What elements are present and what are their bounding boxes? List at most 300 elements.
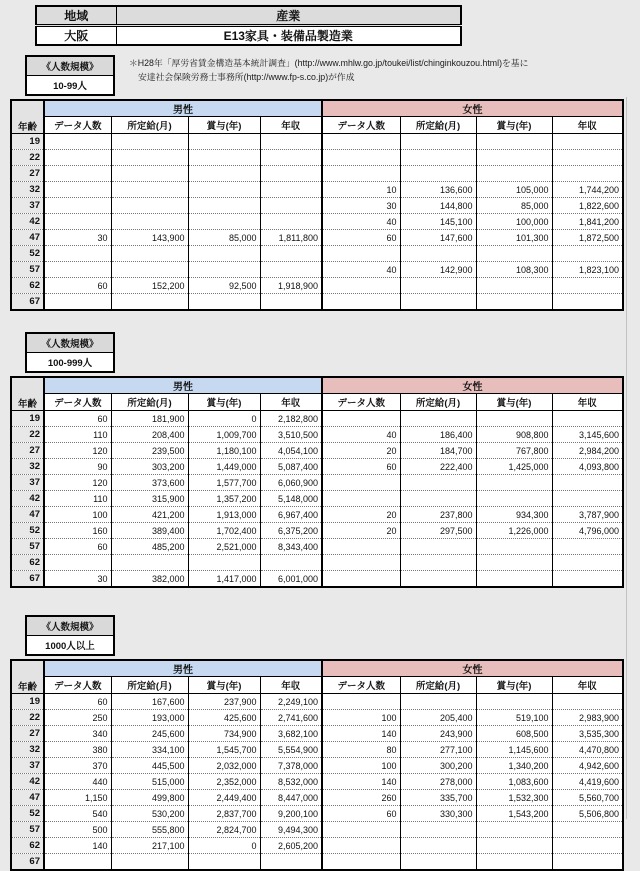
region-value: 大阪 — [36, 26, 116, 46]
value-cell: 85,000 — [476, 198, 552, 214]
value-cell: 160 — [44, 523, 111, 539]
female-count-header: データ人数 — [322, 117, 400, 134]
value-cell: 6,967,400 — [260, 507, 322, 523]
value-cell — [400, 294, 476, 311]
value-cell — [322, 411, 400, 427]
value-cell: 2,837,700 — [188, 806, 260, 822]
value-cell: 330,300 — [400, 806, 476, 822]
age-52-row — [11, 806, 623, 822]
age-cell: 19 — [11, 694, 44, 710]
female-bonus-header: 賞与(年) — [476, 677, 552, 694]
value-cell — [476, 854, 552, 871]
male-salary-header: 所定給(月) — [111, 677, 188, 694]
value-cell — [476, 475, 552, 491]
value-cell: 143,900 — [111, 230, 188, 246]
value-cell — [400, 491, 476, 507]
value-cell: 1,913,000 — [188, 507, 260, 523]
sheet-edge-line — [626, 97, 627, 819]
female-salary-header: 所定給(月) — [400, 677, 476, 694]
male-salary-header: 所定給(月) — [111, 117, 188, 134]
value-cell: 3,682,100 — [260, 726, 322, 742]
value-cell — [322, 475, 400, 491]
value-cell: 4,942,600 — [552, 758, 623, 774]
value-cell: 540 — [44, 806, 111, 822]
value-cell — [188, 262, 260, 278]
value-cell: 145,100 — [400, 214, 476, 230]
value-cell: 8,532,000 — [260, 774, 322, 790]
value-cell: 382,000 — [111, 571, 188, 588]
value-cell — [260, 262, 322, 278]
value-cell — [400, 571, 476, 588]
male-annual-header: 年収 — [260, 394, 322, 411]
value-cell — [44, 262, 111, 278]
value-cell: 152,200 — [111, 278, 188, 294]
value-cell — [260, 854, 322, 871]
value-cell — [322, 854, 400, 871]
value-cell — [188, 166, 260, 182]
value-cell — [322, 694, 400, 710]
female-band: 女性 — [322, 100, 623, 117]
age-cell: 32 — [11, 182, 44, 198]
value-cell: 140 — [322, 774, 400, 790]
value-cell: 60 — [44, 694, 111, 710]
female-band: 女性 — [322, 377, 623, 394]
value-cell — [552, 150, 623, 166]
value-cell: 3,145,600 — [552, 427, 623, 443]
value-cell: 100,000 — [476, 214, 552, 230]
value-cell: 5,554,900 — [260, 742, 322, 758]
value-cell: 2,352,000 — [188, 774, 260, 790]
value-cell — [552, 166, 623, 182]
value-cell — [322, 246, 400, 262]
gender-band-row — [11, 660, 623, 677]
value-cell: 3,510,500 — [260, 427, 322, 443]
wage-table-1000plus — [10, 659, 624, 871]
value-cell: 425,600 — [188, 710, 260, 726]
gender-band-row — [11, 377, 623, 394]
region-industry-header-row — [36, 6, 461, 26]
value-cell: 2,605,200 — [260, 838, 322, 854]
value-cell: 40 — [322, 427, 400, 443]
age-cell: 22 — [11, 427, 44, 443]
value-cell: 5,148,000 — [260, 491, 322, 507]
male-count-header: データ人数 — [44, 117, 111, 134]
value-cell — [400, 166, 476, 182]
age-37-row — [11, 198, 623, 214]
value-cell: 239,500 — [111, 443, 188, 459]
age-32-row — [11, 459, 623, 475]
size-box-10-99 — [25, 55, 115, 96]
age-67-row — [11, 854, 623, 871]
value-cell: 245,600 — [111, 726, 188, 742]
value-cell: 7,378,000 — [260, 758, 322, 774]
male-band: 男性 — [44, 100, 322, 117]
value-cell: 237,800 — [400, 507, 476, 523]
age-47-row — [11, 790, 623, 806]
female-annual-header: 年収 — [552, 394, 623, 411]
age-cell: 42 — [11, 774, 44, 790]
wage-sheet — [0, 5, 640, 867]
age-cell: 47 — [11, 507, 44, 523]
value-cell: 260 — [322, 790, 400, 806]
value-cell — [260, 214, 322, 230]
value-cell: 140 — [322, 726, 400, 742]
size-block-10-99 — [25, 55, 640, 96]
value-cell — [476, 539, 552, 555]
value-cell: 1,009,700 — [188, 427, 260, 443]
value-cell: 340 — [44, 726, 111, 742]
value-cell — [552, 854, 623, 871]
value-cell — [44, 294, 111, 311]
value-cell: 1,811,800 — [260, 230, 322, 246]
male-bonus-header: 賞与(年) — [188, 677, 260, 694]
value-cell — [400, 838, 476, 854]
value-cell: 297,500 — [400, 523, 476, 539]
age-cell: 32 — [11, 742, 44, 758]
column-header-row — [11, 677, 623, 694]
age-cell: 19 — [11, 411, 44, 427]
age-column-header: 年齢 — [11, 100, 44, 134]
age-57-row — [11, 539, 623, 555]
value-cell: 6,375,200 — [260, 523, 322, 539]
value-cell: 3,787,900 — [552, 507, 623, 523]
gender-band-row — [11, 100, 623, 117]
value-cell: 30 — [44, 230, 111, 246]
value-cell: 734,900 — [188, 726, 260, 742]
region-industry-value-row — [36, 26, 461, 46]
value-cell: 1,841,200 — [552, 214, 623, 230]
value-cell — [188, 150, 260, 166]
value-cell — [552, 571, 623, 588]
value-cell: 2,449,400 — [188, 790, 260, 806]
age-19-row — [11, 694, 623, 710]
age-cell: 42 — [11, 214, 44, 230]
value-cell: 92,500 — [188, 278, 260, 294]
value-cell: 1,545,700 — [188, 742, 260, 758]
age-62-row — [11, 278, 623, 294]
age-cell: 27 — [11, 443, 44, 459]
value-cell — [400, 134, 476, 150]
value-cell — [476, 822, 552, 838]
age-27-row — [11, 443, 623, 459]
value-cell — [111, 166, 188, 182]
value-cell — [111, 555, 188, 571]
industry-value: E13家具・装備品製造業 — [116, 26, 461, 46]
value-cell — [44, 166, 111, 182]
value-cell: 100 — [322, 758, 400, 774]
value-cell: 30 — [322, 198, 400, 214]
value-cell: 181,900 — [111, 411, 188, 427]
age-19-row — [11, 134, 623, 150]
value-cell — [476, 150, 552, 166]
value-cell — [552, 694, 623, 710]
value-cell: 142,900 — [400, 262, 476, 278]
value-cell — [260, 150, 322, 166]
male-bonus-header: 賞与(年) — [188, 394, 260, 411]
female-band: 女性 — [322, 660, 623, 677]
value-cell: 40 — [322, 214, 400, 230]
value-cell — [111, 262, 188, 278]
age-19-row — [11, 411, 623, 427]
size-value-1000plus: 1000人以上 — [27, 636, 113, 654]
value-cell: 1,449,000 — [188, 459, 260, 475]
value-cell — [400, 555, 476, 571]
value-cell: 485,200 — [111, 539, 188, 555]
age-32-row — [11, 742, 623, 758]
age-62-row — [11, 838, 623, 854]
value-cell: 2,741,600 — [260, 710, 322, 726]
value-cell — [111, 198, 188, 214]
value-cell: 60 — [322, 459, 400, 475]
value-cell: 421,200 — [111, 507, 188, 523]
size-heading: 《人数規模》 — [27, 57, 113, 76]
value-cell: 60 — [44, 539, 111, 555]
value-cell: 608,500 — [476, 726, 552, 742]
age-cell: 62 — [11, 555, 44, 571]
age-22-row — [11, 710, 623, 726]
value-cell — [188, 854, 260, 871]
age-cell: 47 — [11, 230, 44, 246]
value-cell: 1,823,100 — [552, 262, 623, 278]
age-cell: 22 — [11, 150, 44, 166]
value-cell — [400, 694, 476, 710]
value-cell: 60 — [322, 806, 400, 822]
value-cell: 1,083,600 — [476, 774, 552, 790]
male-count-header: データ人数 — [44, 677, 111, 694]
value-cell — [44, 182, 111, 198]
age-cell: 37 — [11, 475, 44, 491]
size-value-10-99: 10-99人 — [27, 76, 113, 94]
value-cell: 370 — [44, 758, 111, 774]
value-cell: 1,822,600 — [552, 198, 623, 214]
value-cell: 2,521,000 — [188, 539, 260, 555]
value-cell: 2,182,800 — [260, 411, 322, 427]
value-cell: 1,577,700 — [188, 475, 260, 491]
value-cell: 1,425,000 — [476, 459, 552, 475]
value-cell: 60 — [44, 411, 111, 427]
male-annual-header: 年収 — [260, 677, 322, 694]
value-cell: 208,400 — [111, 427, 188, 443]
age-cell: 42 — [11, 491, 44, 507]
value-cell — [552, 475, 623, 491]
value-cell: 1,150 — [44, 790, 111, 806]
value-cell — [44, 246, 111, 262]
value-cell: 144,800 — [400, 198, 476, 214]
female-salary-header: 所定給(月) — [400, 117, 476, 134]
value-cell: 20 — [322, 443, 400, 459]
value-cell — [111, 150, 188, 166]
size-box-1000plus — [25, 615, 115, 656]
age-27-row — [11, 726, 623, 742]
value-cell: 2,984,200 — [552, 443, 623, 459]
age-column-header: 年齢 — [11, 377, 44, 411]
value-cell: 3,535,300 — [552, 726, 623, 742]
value-cell — [188, 182, 260, 198]
value-cell — [476, 491, 552, 507]
age-67-row — [11, 294, 623, 311]
value-cell — [322, 539, 400, 555]
value-cell — [260, 182, 322, 198]
age-cell: 19 — [11, 134, 44, 150]
value-cell: 1,744,200 — [552, 182, 623, 198]
value-cell: 147,600 — [400, 230, 476, 246]
value-cell — [476, 838, 552, 854]
value-cell: 120 — [44, 475, 111, 491]
value-cell: 205,400 — [400, 710, 476, 726]
value-cell — [476, 166, 552, 182]
value-cell: 335,700 — [400, 790, 476, 806]
source-note-line1: ＊H28年「厚労省賃金構造基本統計調査」(http://www.mhlw.go.jp/toukei/list/chinginkouzou.html)を基に — [129, 58, 529, 68]
value-cell — [322, 134, 400, 150]
value-cell: 4,054,100 — [260, 443, 322, 459]
age-47-row — [11, 507, 623, 523]
value-cell — [552, 838, 623, 854]
value-cell — [400, 539, 476, 555]
age-cell: 57 — [11, 822, 44, 838]
value-cell — [476, 294, 552, 311]
value-cell: 1,872,500 — [552, 230, 623, 246]
value-cell: 105,000 — [476, 182, 552, 198]
value-cell: 1,226,000 — [476, 523, 552, 539]
value-cell — [400, 822, 476, 838]
value-cell: 908,800 — [476, 427, 552, 443]
value-cell: 186,400 — [400, 427, 476, 443]
value-cell — [322, 294, 400, 311]
female-annual-header: 年収 — [552, 117, 623, 134]
value-cell: 5,087,400 — [260, 459, 322, 475]
male-bonus-header: 賞与(年) — [188, 117, 260, 134]
age-37-row — [11, 758, 623, 774]
age-22-row — [11, 427, 623, 443]
value-cell — [476, 411, 552, 427]
female-count-header: データ人数 — [322, 677, 400, 694]
value-cell — [476, 134, 552, 150]
value-cell — [188, 134, 260, 150]
value-cell: 515,000 — [111, 774, 188, 790]
value-cell: 60 — [44, 278, 111, 294]
value-cell: 237,900 — [188, 694, 260, 710]
value-cell: 278,000 — [400, 774, 476, 790]
male-salary-header: 所定給(月) — [111, 394, 188, 411]
value-cell: 6,060,900 — [260, 475, 322, 491]
value-cell — [44, 555, 111, 571]
age-cell: 67 — [11, 854, 44, 871]
value-cell — [400, 150, 476, 166]
source-note — [129, 55, 528, 84]
age-42-row — [11, 214, 623, 230]
size-box-100-999 — [25, 332, 115, 373]
size-heading: 《人数規模》 — [27, 617, 113, 636]
value-cell — [400, 278, 476, 294]
industry-label: 産業 — [116, 6, 461, 26]
value-cell — [552, 491, 623, 507]
value-cell — [552, 134, 623, 150]
age-67-row — [11, 571, 623, 588]
value-cell: 80 — [322, 742, 400, 758]
value-cell — [260, 555, 322, 571]
value-cell: 100 — [322, 710, 400, 726]
value-cell — [188, 555, 260, 571]
value-cell: 6,001,000 — [260, 571, 322, 588]
value-cell: 100 — [44, 507, 111, 523]
age-22-row — [11, 150, 623, 166]
value-cell — [476, 694, 552, 710]
female-count-header: データ人数 — [322, 394, 400, 411]
age-37-row — [11, 475, 623, 491]
value-cell: 2,824,700 — [188, 822, 260, 838]
age-27-row — [11, 166, 623, 182]
value-cell — [188, 294, 260, 311]
value-cell — [111, 854, 188, 871]
value-cell: 0 — [188, 838, 260, 854]
value-cell: 140 — [44, 838, 111, 854]
value-cell: 334,100 — [111, 742, 188, 758]
value-cell: 4,093,800 — [552, 459, 623, 475]
value-cell — [322, 491, 400, 507]
value-cell: 1,702,400 — [188, 523, 260, 539]
value-cell — [260, 198, 322, 214]
age-32-row — [11, 182, 623, 198]
value-cell — [400, 411, 476, 427]
value-cell — [111, 294, 188, 311]
age-cell: 32 — [11, 459, 44, 475]
age-cell: 47 — [11, 790, 44, 806]
value-cell: 193,000 — [111, 710, 188, 726]
column-header-row — [11, 394, 623, 411]
value-cell: 20 — [322, 523, 400, 539]
female-annual-header: 年収 — [552, 677, 623, 694]
age-cell: 37 — [11, 758, 44, 774]
value-cell: 1,918,900 — [260, 278, 322, 294]
value-cell: 101,300 — [476, 230, 552, 246]
value-cell — [552, 539, 623, 555]
region-industry-table — [35, 5, 462, 46]
value-cell: 2,983,900 — [552, 710, 623, 726]
value-cell: 10 — [322, 182, 400, 198]
column-header-row — [11, 117, 623, 134]
value-cell: 243,900 — [400, 726, 476, 742]
value-cell — [322, 822, 400, 838]
value-cell: 315,900 — [111, 491, 188, 507]
value-cell — [260, 294, 322, 311]
value-cell — [322, 571, 400, 588]
male-band: 男性 — [44, 660, 322, 677]
value-cell: 9,494,300 — [260, 822, 322, 838]
value-cell: 8,447,000 — [260, 790, 322, 806]
age-cell: 22 — [11, 710, 44, 726]
value-cell — [44, 134, 111, 150]
value-cell — [188, 246, 260, 262]
value-cell: 389,400 — [111, 523, 188, 539]
value-cell — [552, 411, 623, 427]
age-cell: 62 — [11, 278, 44, 294]
value-cell — [44, 854, 111, 871]
value-cell — [476, 555, 552, 571]
age-42-row — [11, 774, 623, 790]
value-cell: 500 — [44, 822, 111, 838]
region-label: 地域 — [36, 6, 116, 26]
wage-table-10-99 — [10, 99, 624, 311]
value-cell — [44, 150, 111, 166]
value-cell: 20 — [322, 507, 400, 523]
value-cell — [260, 134, 322, 150]
male-annual-header: 年収 — [260, 117, 322, 134]
value-cell — [322, 150, 400, 166]
age-cell: 27 — [11, 726, 44, 742]
value-cell: 167,600 — [111, 694, 188, 710]
male-count-header: データ人数 — [44, 394, 111, 411]
value-cell: 300,200 — [400, 758, 476, 774]
